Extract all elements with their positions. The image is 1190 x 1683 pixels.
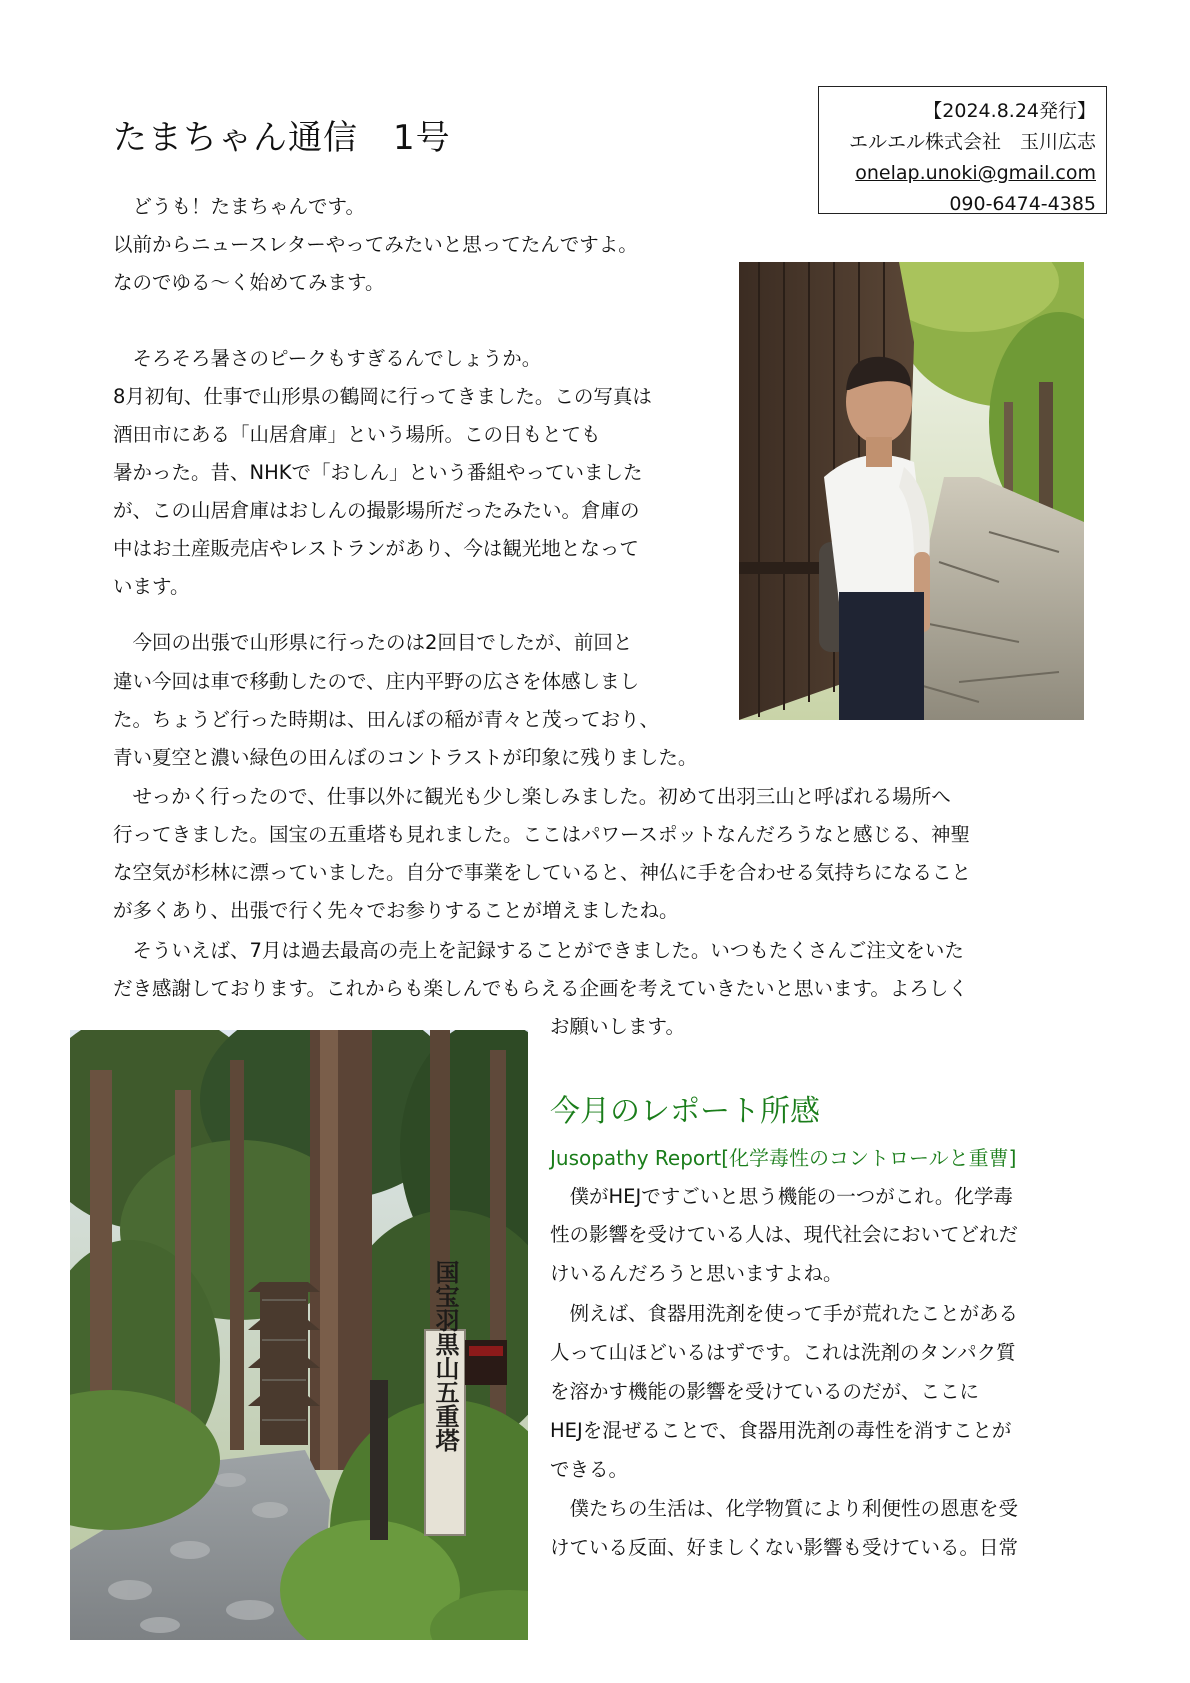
pagoda-forest-photo: [70, 1030, 528, 1640]
company-name: エルエル株式会社 玉川広志: [848, 131, 1096, 153]
issue-date: 【2024.8.24発行】: [923, 100, 1096, 122]
report-subheading: Jusopathy Report[化学毒性のコントロールと重曹]: [550, 1146, 1017, 1170]
intro-line: 以前からニュースレターやってみたいと思ってたんですよ。: [113, 233, 638, 256]
body-line: お願いします。: [550, 1015, 685, 1038]
report-line: できる。: [550, 1458, 629, 1481]
report-line: 僕がHEJですごいと思う機能の一つがこれ。化学毒: [550, 1185, 1013, 1208]
body-line: 違い今回は車で移動したので、庄内平野の広さを体感しまし: [113, 670, 640, 693]
pagoda-sign-text: 国宝羽黒山五重塔: [431, 1260, 459, 1452]
body-line: 行ってきました。国宝の五重塔も見れました。ここはパワースポットなんだろうなと感じる、神聖: [113, 823, 971, 846]
body-line: な空気が杉林に漂っていました。自分で事業をしていると、神仏に手を合わせる気持ちになること: [113, 861, 972, 884]
intro-line: どうも！たまちゃんです。: [113, 195, 365, 218]
body-line: そういえば、7月は過去最高の売上を記録することができました。いつもたくさんご注文をいた: [113, 939, 964, 962]
report-line: 僕たちの生活は、化学物質により利便性の恩恵を受: [550, 1497, 1019, 1520]
body-line: が多くあり、出張で行く先々でお参りすることが増えましたね。: [113, 899, 679, 922]
body-line: います。: [113, 575, 190, 598]
report-heading: 今月のレポート所感: [550, 1094, 820, 1129]
body-line: 中はお土産販売店やレストランがあり、今は観光地となって: [113, 537, 639, 560]
body-line: 酒田市にある「山居倉庫」という場所。この日もとても: [113, 423, 601, 446]
email-link[interactable]: onelap.unoki@gmail.com: [855, 162, 1096, 184]
publisher-info-box: [818, 86, 1107, 214]
intro-line: なのでゆる〜く始めてみます。: [113, 271, 385, 294]
body-line: た。ちょうど行った時期は、田んぼの稲が青々と茂っており、: [113, 708, 660, 731]
body-line: が、この山居倉庫はおしんの撮影場所だったみたい。倉庫の: [113, 499, 640, 522]
body-line: せっかく行ったので、仕事以外に観光も少し楽しみました。初めて出羽三山と呼ばれる場所へ: [113, 785, 951, 808]
body-line: 青い夏空と濃い緑色の田んぼのコントラストが印象に残りました。: [113, 746, 698, 769]
newsletter-title: たまちゃん通信 1号: [113, 118, 451, 158]
body-line: 今回の出張で山形県に行ったのは2回目でしたが、前回と: [113, 631, 633, 654]
report-line: を溶かす機能の影響を受けているのだが、ここに: [550, 1380, 980, 1403]
report-line: けている反面、好ましくない影響も受けている。日常: [550, 1536, 1019, 1559]
body-line: そろそろ暑さのピークもすぎるんでしょうか。: [113, 347, 542, 370]
report-line: 例えば、食器用洗剤を使って手が荒れたことがある: [550, 1302, 1019, 1325]
warehouse-portrait-photo: [739, 262, 1084, 720]
body-line: 暑かった。昔、NHKで「おしん」という番組やっていました: [113, 461, 643, 484]
report-line: けいるんだろうと思いますよね。: [550, 1262, 843, 1285]
report-line: 性の影響を受けている人は、現代社会においてどれだ: [550, 1223, 1019, 1246]
body-line: だき感謝しております。これからも楽しんでもらえる企画を考えていきたいと思います。よろしく: [113, 977, 968, 1000]
report-line: 人って山ほどいるはずです。これは洗剤のタンパク質: [550, 1341, 1016, 1364]
body-line: 8月初旬、仕事で山形県の鶴岡に行ってきました。この写真は: [113, 385, 652, 408]
phone-number: 090-6474-4385: [949, 193, 1096, 215]
report-line: HEJを混ぜることで、食器用洗剤の毒性を消すことが: [550, 1419, 1012, 1442]
